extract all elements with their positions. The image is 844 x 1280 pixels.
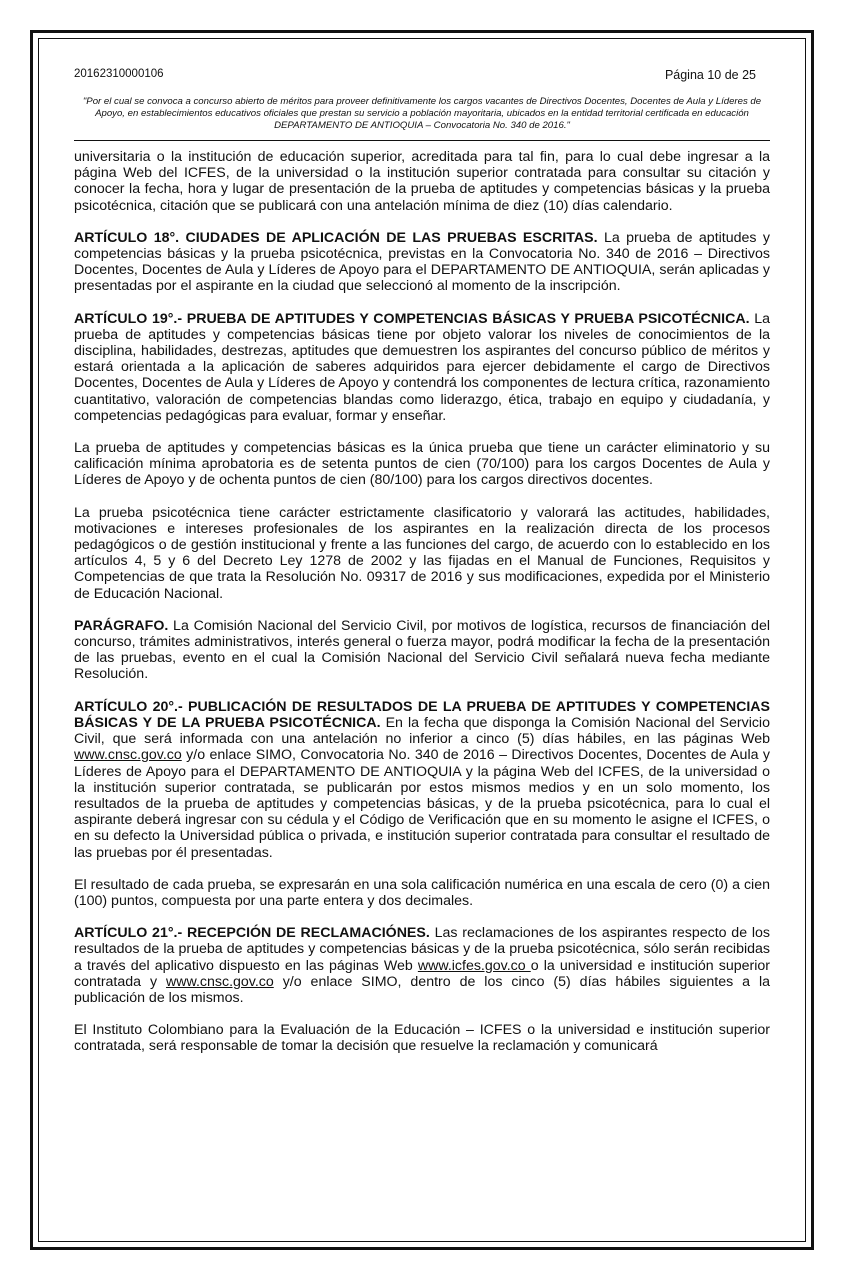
paragraph-psychotechnical: La prueba psicotécnica tiene carácter estrictamente clasificatorio y valorará las actitudes, habilidades, motivaciones e intereses profesionales de los aspirantes en la realización directa de los procesos pedagógicos o de gestión institucional y frente a las funciones del cargo, de acuerdo con lo establecido en los artículos 4, 5 y 6 del Decreto Ley 1278 de 2002 y las fijadas en el Manual de Funciones, Requisitos y Competencias de que trata la Resolución No. 09317 de 2016 y sus modificaciones, expedida por el Ministerio de Educación Nacional. — [74, 504, 770, 602]
article-21-title: ARTÍCULO 21°.- RECEPCIÓN DE RECLAMACIÓNES. — [74, 925, 430, 942]
article-19: ARTÍCULO 19°.- PRUEBA DE APTITUDES Y COMPETENCIAS BÁSICAS Y PRUEBA PSICOTÉCNICA. La prueba de aptitudes y competencias básicas tiene por objeto valorar los niveles de conocimientos de la disciplina, habilidades, destrezas, aptitudes que demuestren los aspirantes del concurso público de méritos y estará orientada a la aplicación de saberes adquiridos para ejercer debidamente el cargo de Directivos Docentes, Docentes de Aula y Líderes de Apoyo y contendrá los componentes de lectura crítica, razonamiento cuantitativo, valoración de competencias blandas como liderazgo, ética, trabajo en equipo y ciudadanía, y competencias pedagógicas para evaluar, formar y enseñar. — [74, 310, 770, 424]
article-18: ARTÍCULO 18°. CIUDADES DE APLICACIÓN DE LAS PRUEBAS ESCRITAS. La prueba de aptitudes y competencias básicas y la prueba psicotécnica, previstas en la Convocatoria No. 340 de 2016 – Directivos Docentes, Docentes de Aula y Líderes de Apoyo para el DEPARTAMENTO DE ANTIOQUIA, serán aplicadas y presentadas por el aspirante en la ciudad que seleccionó al momento de la inscripción. — [74, 229, 770, 295]
article-19-title: ARTÍCULO 19°.- PRUEBA DE APTITUDES Y COMPETENCIAS BÁSICAS Y PRUEBA PSICOTÉCNICA. — [74, 310, 750, 327]
document-number: 20162310000106 — [74, 68, 164, 80]
continued-paragraph: universitaria o la institución de educación superior, acreditada para tal fin, para lo cual debe ingresar a la página Web del ICFES, de la universidad o la institución superior contratada para consultar su citación y conocer la fecha, hora y lugar de presentación de la prueba de aptitudes y competencias básicas y la prueba psicotécnica, citación que se publicará con una antelación mínima de diez (10) días calendario. — [74, 149, 770, 214]
document-body — [74, 149, 770, 1055]
page-header — [74, 60, 770, 82]
article-20: ARTÍCULO 20°.- PUBLICACIÓN DE RESULTADOS DE LA PRUEBA DE APTITUDES Y COMPETENCIAS BÁSICAS Y DE LA PRUEBA PSICOTÉCNICA. En la fecha que disponga la Comisión Nacional del Servicio Civil, que será informada con una antelación no inferior a cinco (5) días hábiles, en las páginas Web www.cnsc.gov.co y/o enlace SIMO, Convocatoria No. 340 de 2016 – Directivos Docentes, Docentes de Aula y Líderes de Apoyo para el DEPARTAMENTO DE ANTIOQUIA y la página Web del ICFES, de la universidad o la institución superior contratada, se publicarán por estos mismos medios y en un solo momento, los resultados de la prueba de aptitudes y competencias básicas, y de la prueba psicotécnica, para lo cual el aspirante deberá ingresar con su cédula y el Código de Verificación que en su momento le asigne el ICFES, o en su defecto la Universidad pública o privada, e institución superior contratada para consultar el resultado de las pruebas por él presentadas. — [74, 698, 770, 861]
document-page — [74, 60, 770, 1071]
header-divider — [74, 140, 770, 141]
paragraph-icfes-responsibility: El Instituto Colombiano para la Evaluación de la Educación – ICFES o la universidad e institución superior contratada, será responsable de tomar la decisión que resuelve la reclamación y comunicará — [74, 1022, 770, 1055]
paragraph-result-scale: El resultado de cada prueba, se expresarán en una sola calificación numérica en una escala de cero (0) a cien (100) puntos, compuesta por una parte entera y dos decimales. — [74, 876, 770, 909]
resolution-title-quote: "Por el cual se convoca a concurso abierto de méritos para proveer definitivamente los cargos vacantes de Directivos Docentes, Docentes de Aula y Líderes de Apoyo, en establecimientos educativos oficiales que prestan su servicio a población mayoritaria, ubicados en la entidad territorial certificada en educación DEPARTAMENTO DE ANTIOQUIA – Convocatoria No. 340 de 2016." — [82, 96, 762, 131]
cnsc-link[interactable]: www.cnsc.gov.co — [166, 973, 274, 990]
article-21: ARTÍCULO 21°.- RECEPCIÓN DE RECLAMACIÓNES. Las reclamaciones de los aspirantes respecto de los resultados de la prueba de aptitudes y competencias básicas y de la prueba psicotécnica, sólo serán recibidas a través del aplicativo dispuesto en las páginas Web www.icfes.gov.co o la universidad e institución superior contratada y www.cnsc.gov.co y/o enlace SIMO, dentro de los cinco (5) días hábiles siguientes a la publicación de los mismos. — [74, 925, 771, 1006]
icfes-link[interactable]: www.icfes.gov.co — [417, 957, 531, 974]
article-20-title: ARTÍCULO 20°.- PUBLICACIÓN DE RESULTADOS DE LA PRUEBA DE APTITUDES Y COMPETENCIAS BÁSICAS Y DE LA PRUEBA PSICOTÉCNICA. — [74, 698, 770, 731]
paragrafo: PARÁGRAFO. La Comisión Nacional del Servicio Civil, por motivos de logística, recursos de financiación del concurso, trámites administrativos, interés general o fuerza mayor, podrá modificar la fecha de la presentación de las pruebas, evento en el cual la Comisión Nacional del Servicio Civil señalará nueva fecha mediante Resolución. — [74, 617, 770, 683]
cnsc-link[interactable]: www.cnsc.gov.co — [74, 747, 182, 764]
paragraph-eliminatory: La prueba de aptitudes y competencias básicas es la única prueba que tiene un carácter eliminatorio y su calificación mínima aprobatoria es de setenta puntos de cien (70/100) para los cargos Docentes de Aula y Líderes de Apoyo y de ochenta puntos de cien (80/100) para los cargos directivos docentes. — [74, 440, 770, 489]
article-18-title: ARTÍCULO 18°. CIUDADES DE APLICACIÓN DE LAS PRUEBAS ESCRITAS. — [74, 229, 598, 246]
page-number: Página 10 de 25 — [664, 68, 756, 82]
paragrafo-title: PARÁGRAFO. — [74, 617, 169, 634]
